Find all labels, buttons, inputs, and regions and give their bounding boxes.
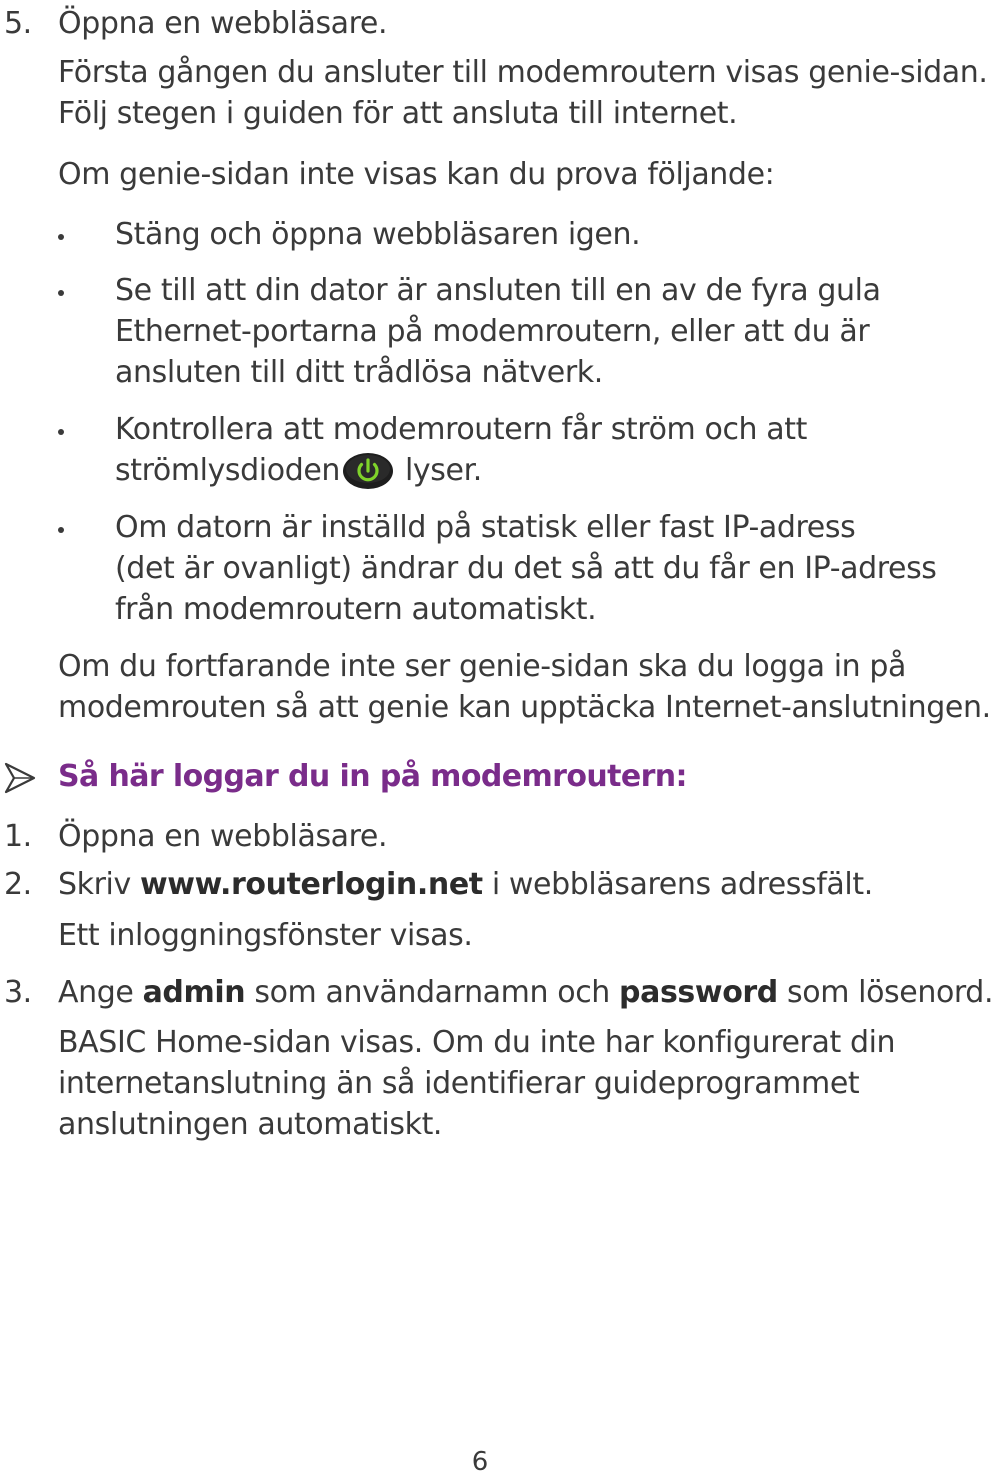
step-5-number: 5. bbox=[4, 6, 32, 41]
username-value: admin bbox=[142, 975, 246, 1010]
bullet-2-line2: Ethernet-portarna på modemroutern, eller att du är bbox=[115, 314, 870, 349]
bullet-2-line3: ansluten till ditt trådlösa nätverk. bbox=[115, 355, 603, 390]
login-heading: Så här loggar du in på modemroutern: bbox=[58, 759, 687, 794]
bullet-dot bbox=[58, 290, 64, 296]
bullet-dot bbox=[58, 429, 64, 435]
step-5-para2: Om genie-sidan inte visas kan du prova följande: bbox=[58, 157, 775, 192]
step-5-para3-line1: Om du fortfarande inte ser genie-sidan ska du logga in på bbox=[58, 649, 907, 684]
bullet-4-line1: Om datorn är inställd på statisk eller fast IP-adress bbox=[115, 510, 856, 545]
login-step-3-suffix: som lösenord. bbox=[777, 975, 993, 1010]
bullet-1-text: Stäng och öppna webbläsaren igen. bbox=[115, 217, 641, 252]
login-step-3-number: 3. bbox=[4, 975, 32, 1010]
step-5-title: Öppna en webbläsare. bbox=[58, 6, 388, 41]
login-step-3-text bbox=[58, 973, 993, 1013]
bullet-3-line2b: lyser. bbox=[405, 453, 482, 488]
arrow-right-icon bbox=[0, 760, 40, 796]
login-step-2-suffix: i webbläsarens adressfält. bbox=[482, 867, 873, 902]
login-step-3-middle: som användarnamn och bbox=[245, 975, 620, 1010]
page-number: 6 bbox=[471, 1447, 489, 1477]
login-step-1-text: Öppna en webbläsare. bbox=[58, 819, 388, 854]
bullet-3-line2a: strömlysdioden bbox=[115, 453, 341, 488]
login-step-3-note-line2: internetanslutning än så identifierar guideprogrammet bbox=[58, 1066, 860, 1101]
bullet-dot bbox=[58, 527, 64, 533]
login-step-3-note-line3: anslutningen automatiskt. bbox=[58, 1107, 443, 1142]
login-step-3-note-line1: BASIC Home-sidan visas. Om du inte har konfigurerat din bbox=[58, 1025, 896, 1060]
step-5-para3-line2: modemrouten så att genie kan upptäcka Internet-anslutningen. bbox=[58, 690, 991, 725]
login-step-2-prefix: Skriv bbox=[58, 867, 140, 902]
bullet-4-line2: (det är ovanligt) ändrar du det så att du får en IP-adress bbox=[115, 551, 937, 586]
router-url: www.routerlogin.net bbox=[139, 867, 483, 902]
bullet-dot bbox=[58, 234, 64, 240]
login-step-2-note: Ett inloggningsfönster visas. bbox=[58, 918, 473, 953]
step-5-para1-line1: Första gången du ansluter till modemroutern visas genie-sidan. bbox=[58, 55, 988, 90]
step-5-para1-line2: Följ stegen i guiden för att ansluta till internet. bbox=[58, 96, 738, 131]
bullet-4-line3: från modemroutern automatiskt. bbox=[115, 592, 597, 627]
login-step-2-number: 2. bbox=[4, 867, 32, 902]
power-icon bbox=[342, 452, 394, 490]
login-step-2-text bbox=[58, 865, 873, 905]
bullet-2-line1: Se till att din dator är ansluten till en av de fyra gula bbox=[115, 273, 881, 308]
password-value: password bbox=[619, 975, 778, 1010]
login-step-3-prefix: Ange bbox=[58, 975, 143, 1010]
login-step-1-number: 1. bbox=[4, 819, 32, 854]
bullet-3-line1: Kontrollera att modemroutern får ström och att bbox=[115, 412, 807, 447]
